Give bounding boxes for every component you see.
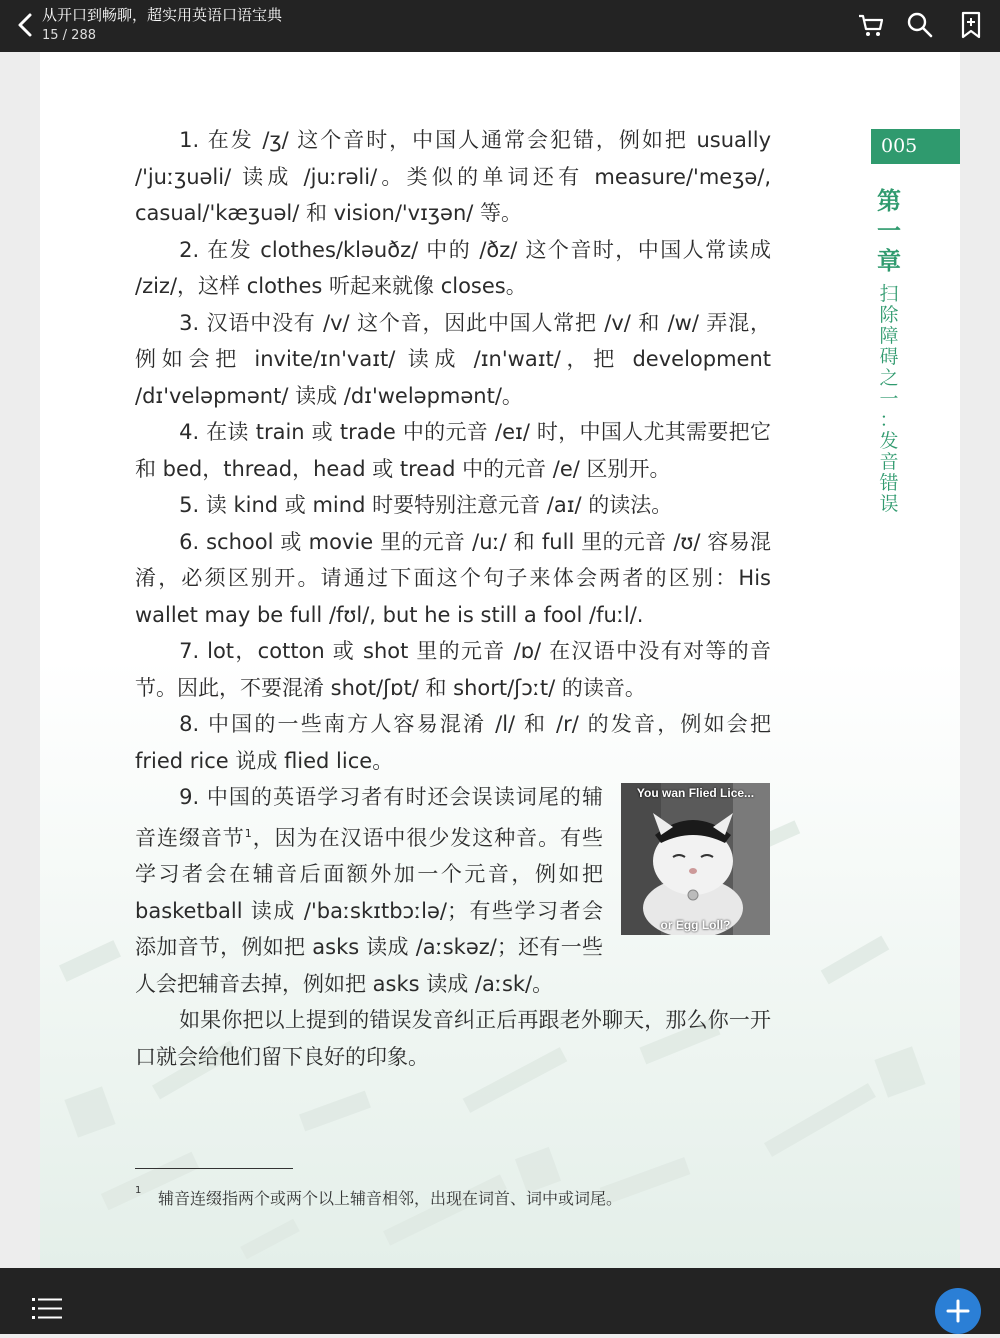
paragraph-2: 2. 在发 clothes/kləuðz/ 中的 /ðz/ 这个音时，中国人常读成 /ziz/，这样 clothes 听起来就像 closes。 xyxy=(135,237,771,298)
paragraph-3: 3. 汉语中没有 /v/ 这个音，因此中国人常把 /v/ 和 /w/ 弄混，例如会把 invite/ɪn'vaɪt/ 读成 /ɪn'waɪt/，把 development /dɪ'veləpmənt/ 读成 /dɪ'weləpmənt/。 xyxy=(135,310,771,408)
paragraph-9 xyxy=(135,779,603,1002)
top-bar xyxy=(0,0,1000,52)
cat-illustration xyxy=(621,783,770,935)
bookmark-add-icon xyxy=(956,10,986,40)
cat-meme-image[interactable] xyxy=(621,783,770,935)
paragraph-8: 8. 中国的一些南方人容易混淆 /l/ 和 /r/ 的发音，例如会把 fried rice 说成 flied lice。 xyxy=(135,712,771,773)
paragraph-9-start: 9. 中国的英语学习者有时还会误读词尾的辅音连缀音节 xyxy=(135,785,603,850)
cart-button[interactable] xyxy=(856,10,886,40)
paragraph-4: 4. 在读 train 或 trade 中的元音 /eɪ/ 时，中国人尤其需要把它和 bed，thread，head 或 tread 中的元音 /e/ 区别开。 xyxy=(135,420,771,481)
paragraph-1: 1. 在发 /ʒ/ 这个音时，中国人通常会犯错，例如把 usually /'juːʒuəli/ 读成 /juːrəli/。类似的单词还有 measure/'meʒə/, casual/'kæʒuəl/ 和 vision/'vɪʒən/ 等。 xyxy=(135,128,771,225)
footnote-marker: 1 xyxy=(135,1185,142,1196)
image-top-caption: You wan Flied Lice... xyxy=(636,786,755,800)
chapter-subtitle: 扫 除 障 碍 之 一 ： 发 音 错 误 xyxy=(879,283,899,515)
bookmark-add-button[interactable] xyxy=(956,10,986,40)
paragraph-9-end: ，因为在汉语中很少发这种音。有些学习者会在辅音后面额外加一个元音，例如把 basketball 读成 /'baːskɪtbɔːlə/；有些学习者会添加音节，例如把 asks 读成 /aːskəz/；还有一些人会把辅音去掉，例如把 asks 读成 /aːsk/。 xyxy=(135,825,604,996)
page-counter: 15 / 288 xyxy=(42,28,96,43)
bottom-bar xyxy=(0,1268,1000,1334)
add-button[interactable] xyxy=(935,1288,981,1334)
paragraph-5: 5. 读 kind 或 mind 时要特别注意元音 /aɪ/ 的读法。 xyxy=(179,493,673,517)
paragraph-10: 如果你把以上提到的错误发音纠正后再跟老外聊天，那么你一开口就会给他们留下良好的印象。 xyxy=(135,1008,771,1069)
footnote-text: 辅音连缀指两个或两个以上辅音相邻，出现在词首、词中或词尾。 xyxy=(158,1189,623,1208)
search-icon xyxy=(905,10,935,40)
add-icon xyxy=(935,1288,981,1334)
book-page xyxy=(40,52,960,1268)
image-bottom-caption: or Egg Loll? xyxy=(660,918,731,932)
search-button[interactable] xyxy=(905,10,935,40)
back-button[interactable] xyxy=(10,8,42,42)
footnote-reference[interactable]: 1 xyxy=(244,826,252,840)
book-title: 从开口到畅聊，超实用英语口语宝典 xyxy=(42,6,283,24)
footnote-divider xyxy=(135,1168,293,1169)
back-arrow-icon xyxy=(10,8,42,42)
paragraph-6: 6. school 或 movie 里的元音 /uː/ 和 full 里的元音 /ʊ/ 容易混淆，必须区别开。请通过下面这个句子来体会两者的区别：His wallet may be full /fʊl/, but he is still a fool /fuːl/. xyxy=(135,529,771,627)
chapter-page-number-tab: 005 xyxy=(871,129,960,164)
paragraph-7: 7. lot，cotton 或 shot 里的元音 /ɒ/ 在汉语中没有对等的音节。因此，不要混淆 shot/ʃɒt/ 和 short/ʃɔːt/ 的读音。 xyxy=(135,639,771,700)
cart-icon xyxy=(856,10,886,40)
table-of-contents-icon xyxy=(30,1296,64,1322)
table-of-contents-button[interactable] xyxy=(30,1296,64,1322)
chapter-label: 第 一 章 xyxy=(877,187,901,275)
